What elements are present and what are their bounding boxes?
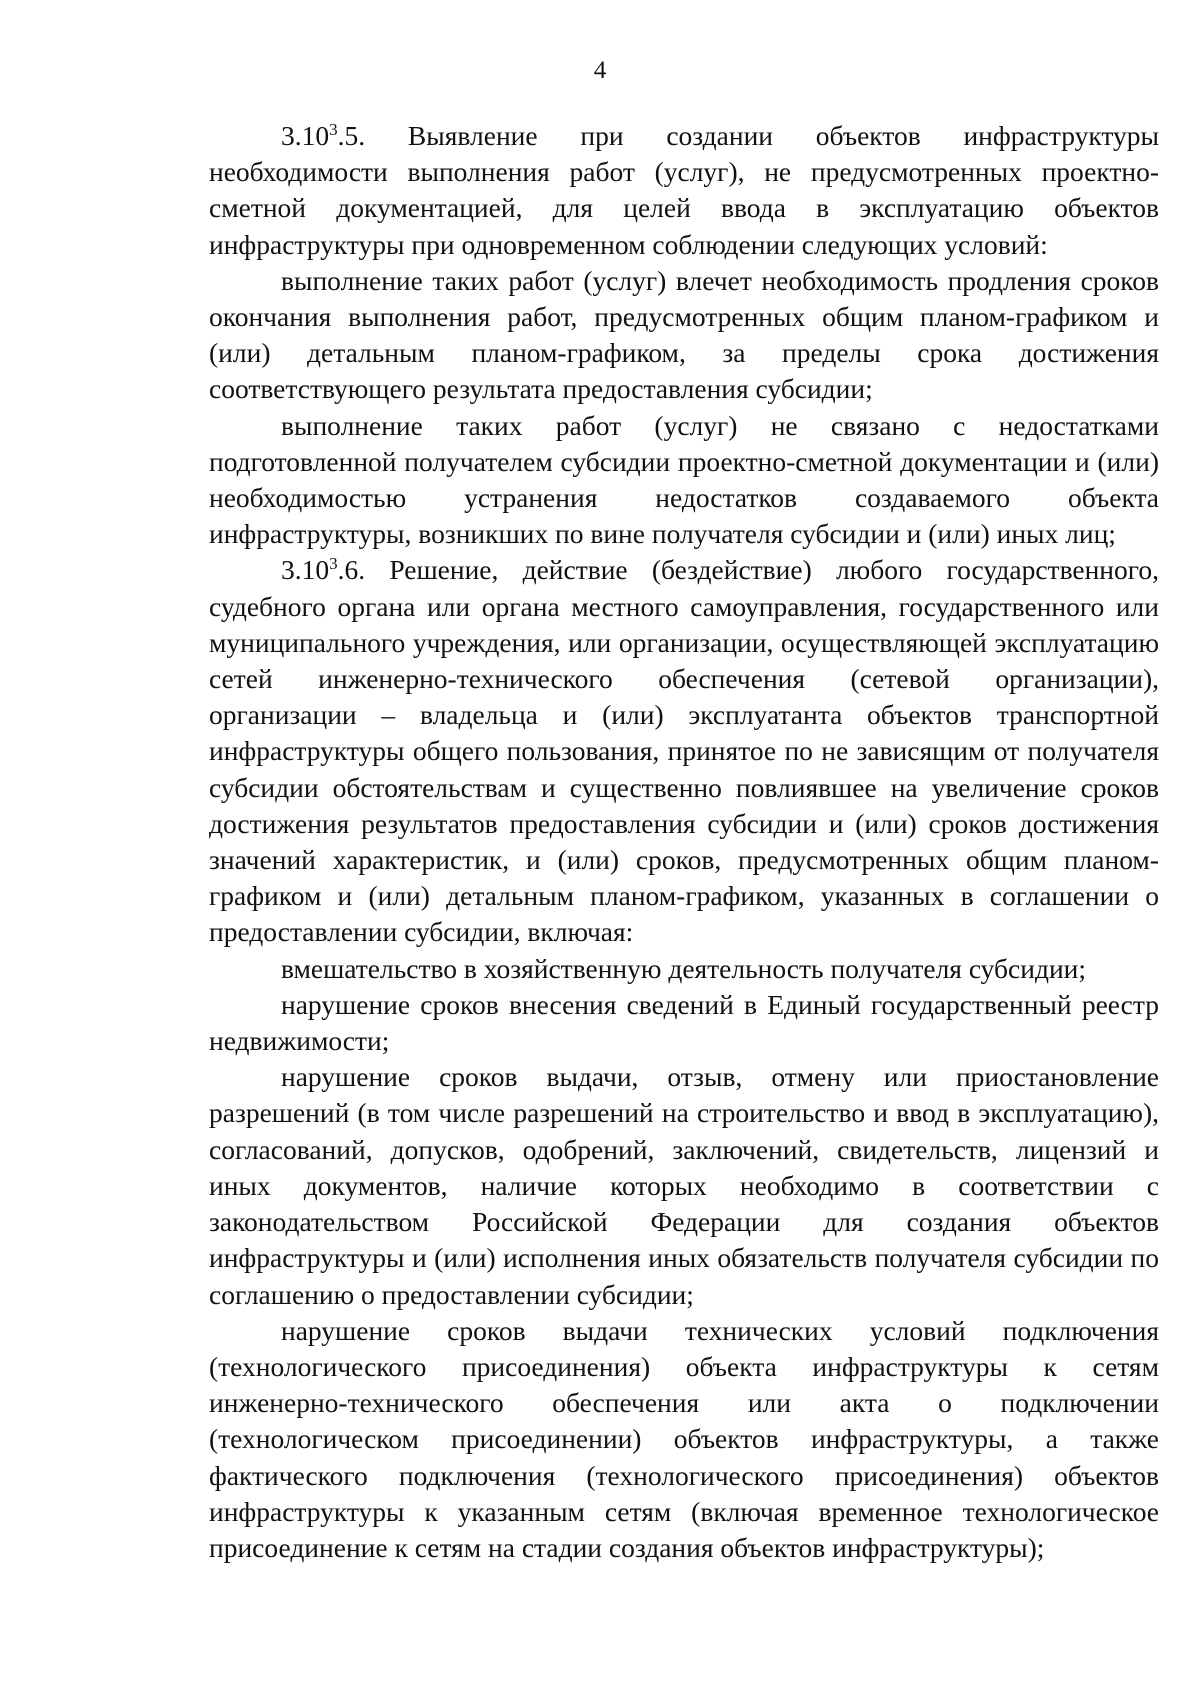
paragraph-condition-1: выполнение таких работ (услуг) влечет необходимость продления сроков окончания выполнения работ, предусмотренных общим планом-графиком и (или) детальным планом-графиком, за пределы срока достижения соответствующего результата предоставления субсидии;	[209, 264, 1159, 405]
page-number: 4	[593, 57, 607, 84]
clause-number-superscript: 3	[329, 119, 338, 139]
paragraph-item-registry: нарушение сроков внесения сведений в Единый государственный реестр недвижимости;	[209, 988, 1159, 1057]
paragraph-item-technical-conditions: нарушение сроков выдачи технических условий подключения (технологического присоединения) объекта инфраструктуры к сетям инженерно-технического обеспечения или акта о подключении (технологическом присоединении) объектов инфраструктуры, а также фактического подключения (технологического присоединения) объектов инфраструктуры к указанным сетям (включая временное технологическое присоединение к сетям на стадии создания объектов инфраструктуры);	[209, 1314, 1159, 1563]
clause-number-superscript: 3	[329, 554, 338, 574]
paragraph-text: .5. Выявление при создании объектов инфраструктуры необходимости выполнения работ (услуг), не предусмотренных проектно-сметной документацией, для целей ввода в эксплуатацию объектов инфраструктуры при одновременном соблюдении следующих условий:	[209, 120, 1159, 260]
paragraph-3-10-3-6	[209, 552, 1159, 950]
paragraph-item-permits: нарушение сроков выдачи, отзыв, отмену или приостановление разрешений (в том числе разрешений на строительство и ввод в эксплуатацию), согласований, допусков, одобрений, заключений, свидетельств, лицензий и иных документов, наличие которых необходимо в соответствии с законодательством Российской Федерации для создания объектов инфраструктуры и (или) исполнения иных обязательств получателя субсидии по соглашению о предоставлении субсидии;	[209, 1061, 1159, 1310]
paragraph-item-interference: вмешательство в хозяйственную деятельность получателя субсидии;	[281, 952, 1087, 984]
clause-number-prefix: 3.10	[281, 554, 330, 586]
document-body	[209, 118, 1159, 1566]
paragraph-3-10-3-5	[209, 118, 1159, 263]
paragraph-condition-2: выполнение таких работ (услуг) не связано с недостатками подготовленной получателем субсидии проектно-сметной документации и (или) необходимостью устранения недостатков создаваемого объекта инфраструктуры, возникших по вине получателя субсидии и (или) иных лиц;	[209, 409, 1159, 550]
paragraph-text: .6. Решение, действие (бездействие) любого государственного, судебного органа или органа местного самоуправления, государственного или муниципального учреждения, или организации, осуществляющей эксплуатацию сетей инженерно-технического обеспечения (сетевой организации), организации – владельца и (или) эксплуатанта объектов транспортной инфраструктуры общего пользования, принятое по не зависящим от получателя субсидии обстоятельствам и существенно повлиявшее на увеличение сроков достижения результатов предоставления субсидии и (или) сроков достижения значений характеристик, и (или) сроков, предусмотренных общим планом-графиком и (или) детальным планом-графиком, указанных в соглашении о предоставлении субсидии, включая:	[209, 554, 1159, 948]
clause-number-prefix: 3.10	[281, 120, 330, 151]
